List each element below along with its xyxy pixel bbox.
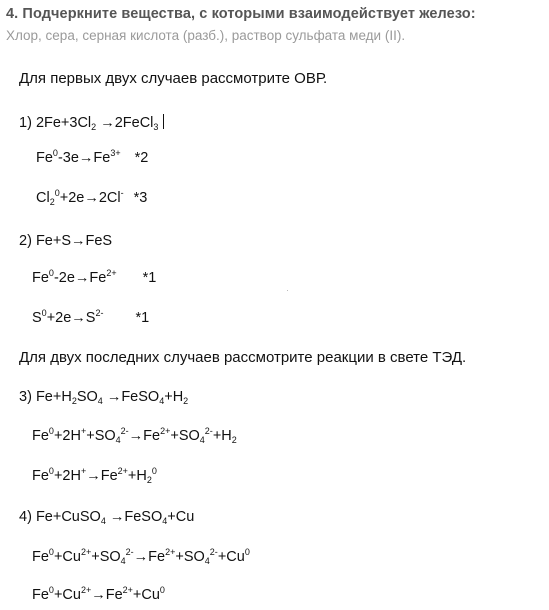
reaction-4: 4) Fe+CuSO$_4$ →FeSO$_4$+Cu	[19, 509, 195, 526]
ionic-equation-3-short: $Fe^0+2H^+\to Fe^{2+}+H_2^0$	[32, 466, 157, 485]
ionic-equation-4-short: $Fe^0+Cu^{2+}\to Fe^{2+}+Cu^0$	[32, 585, 165, 603]
half-reaction-fe-oxidation-2: $Fe^0-2e\to Fe^{2+}$ *1	[32, 268, 157, 286]
section-heading-ted: Для двух последних случаев рассмотрите реакции в свете ТЭД.	[19, 349, 467, 366]
half-reaction-cl-reduction: $Cl_2^0+2e\to 2Cl^-$ *3	[36, 188, 148, 207]
text-cursor	[163, 114, 164, 129]
task-subtitle: Хлор, сера, серная кислота (разб.), раствор сульфата меди (II).	[6, 28, 406, 43]
half-reaction-fe-oxidation-1: $Fe^0-3e\to Fe^{3+}$ *2	[36, 148, 149, 166]
reaction-1: 1) $2Fe+3Cl_2$ →2FeCl$_3$	[19, 114, 164, 131]
reaction-3: 3) $Fe+H_2SO_4$ $\to FeSO_4+H_2$	[19, 389, 189, 406]
ionic-equation-4-full: $Fe^0+Cu^{2+}+SO_4^{2-}\to Fe^{2+}+SO_4^{2-}+Cu^0$	[32, 547, 250, 566]
stray-dot	[287, 290, 288, 291]
ionic-equation-3-full: $Fe^0+2H^++SO_4^{2-}\to Fe^{2+}+SO_4^{2-}+H_2$	[32, 426, 237, 445]
task-title: 4. Подчеркните вещества, с которыми взаимодействует железо:	[6, 6, 476, 22]
half-reaction-s-reduction: $S^0+2e\to S^{2-}$ *1	[32, 308, 150, 326]
reaction-2: 2) Fe+S→FeS	[19, 233, 113, 249]
section-heading-redox: Для первых двух случаев рассмотрите ОВР.	[19, 70, 328, 87]
